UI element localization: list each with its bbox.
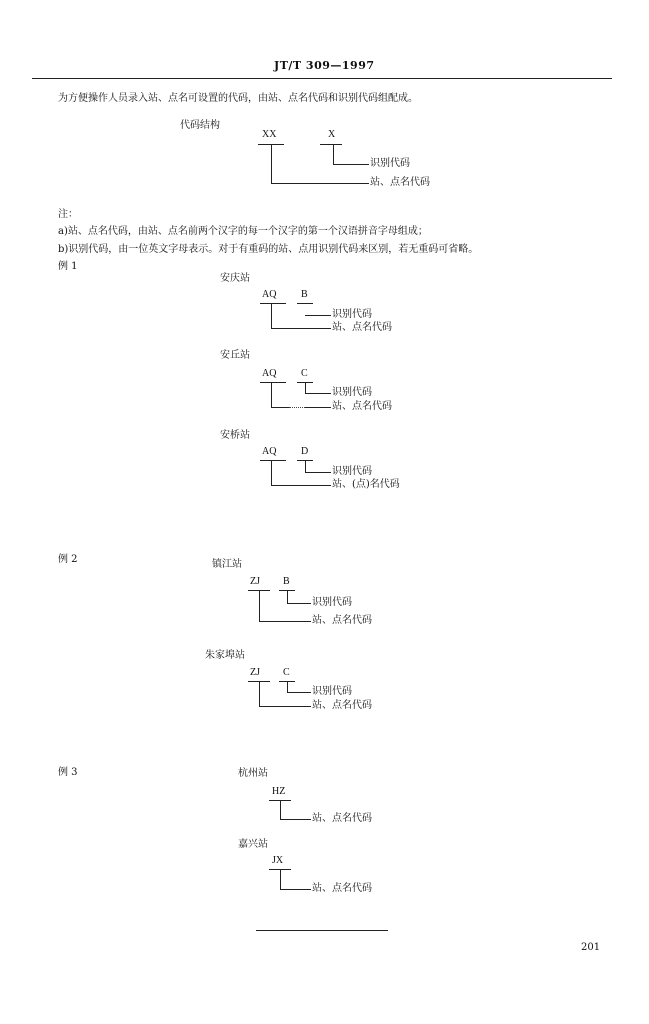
- example-1-code-3: AQ: [262, 446, 277, 457]
- example-2-id-2: C: [283, 667, 290, 678]
- ex2-2-station-h: [259, 706, 311, 707]
- ex2-1-station-v: [259, 591, 260, 621]
- example-3-label-station-2: 站、点名代码: [312, 883, 372, 894]
- structure-connector-id: [333, 145, 334, 164]
- structure-label-station: 站、点名代码: [370, 177, 430, 188]
- example-1-id-3: D: [301, 446, 309, 457]
- example-2-station-2: 朱家埠站: [205, 650, 245, 661]
- ex1-3-id-v: [305, 461, 306, 472]
- ex2-1-id-v: [287, 591, 288, 603]
- example-1-label: 例 1: [58, 261, 78, 272]
- ex1-2-station-h2: [305, 407, 331, 408]
- ex3-2-station-h: [280, 889, 311, 890]
- example-2-code-2: ZJ: [250, 667, 260, 678]
- example-1-id-2: C: [301, 368, 308, 379]
- example-1-id-1: B: [301, 289, 308, 300]
- structure-underline-sub: [320, 144, 342, 145]
- example-2-label-station-2: 站、点名代码: [312, 700, 372, 711]
- example-1-label-station-3: 站、(点)名代码: [332, 479, 400, 490]
- example-3-label-station-1: 站、点名代码: [312, 813, 372, 824]
- example-1-station-1: 安庆站: [220, 273, 250, 284]
- note-a: a)站、点名代码，由站、点名前两个汉字的每一个汉字的第一个汉语拼音字母组成；: [58, 226, 428, 237]
- example-2-id-1: B: [283, 576, 290, 587]
- example-1-label-station-2: 站、点名代码: [332, 401, 392, 412]
- ex2-2-id-v: [287, 682, 288, 692]
- ex1-2-underline-code: [260, 382, 286, 383]
- header-rule: [32, 78, 612, 79]
- ex1-2-id-h: [305, 393, 331, 394]
- ex2-2-station-v: [259, 682, 260, 706]
- page-number: 201: [581, 942, 601, 953]
- ex1-1-underline-id: [297, 303, 313, 304]
- example-3-label: 例 3: [58, 767, 78, 778]
- ex1-3-station-h: [271, 485, 331, 486]
- ex1-1-underline-code: [260, 303, 286, 304]
- structure-connector-station: [271, 145, 272, 183]
- example-1-station-2: 安丘站: [220, 350, 250, 361]
- example-2-label: 例 2: [58, 554, 78, 565]
- ex1-2-id-v: [305, 383, 306, 393]
- example-2-label-id-2: 识别代码: [312, 686, 352, 697]
- example-3-station-2: 嘉兴站: [238, 839, 268, 850]
- example-2-code-1: ZJ: [250, 576, 260, 587]
- ex3-1-station-h: [280, 819, 311, 820]
- structure-label-id: 识别代码: [370, 158, 410, 169]
- structure-connector-id-h: [333, 164, 369, 165]
- example-3-code-2: JX: [272, 855, 284, 866]
- example-1-code-2: AQ: [262, 368, 277, 379]
- example-1-label-station-1: 站、点名代码: [332, 322, 392, 333]
- example-3-code-1: HZ: [272, 786, 286, 797]
- end-rule: [256, 930, 388, 931]
- ex1-1-id-h: [305, 315, 331, 316]
- ex1-2-station-dotted: [289, 407, 305, 408]
- ex1-1-station-v: [271, 304, 272, 328]
- structure-code-main: XX: [262, 129, 277, 140]
- intro-paragraph: 为方便操作人员录入站、点名可设置的代码，由站、点名代码和识别代码组配成。: [58, 93, 418, 104]
- ex1-3-underline-code: [260, 460, 286, 461]
- example-1-station-3: 安桥站: [220, 430, 250, 441]
- standard-header: JT/T 309—1997: [274, 59, 375, 72]
- example-2-label-id-1: 识别代码: [312, 597, 352, 608]
- ex1-2-station-v: [271, 383, 272, 407]
- ex1-1-station-h: [271, 328, 331, 329]
- example-1-code-1: AQ: [262, 289, 277, 300]
- ex1-3-station-v: [271, 461, 272, 485]
- ex2-2-id-h: [287, 692, 311, 693]
- structure-code-sub: X: [328, 129, 336, 140]
- example-2-station-1: 镇江站: [212, 559, 242, 570]
- example-1-label-id-3: 识别代码: [332, 466, 372, 477]
- note-b: b)识别代码，由一位英文字母表示。对于有重码的站、点用识别代码来区别，若无重码可省略。: [58, 244, 479, 255]
- example-1-label-id-1: 识别代码: [332, 309, 372, 320]
- example-1-label-id-2: 识别代码: [332, 387, 372, 398]
- ex3-2-station-v: [280, 870, 281, 889]
- ex2-1-id-h: [287, 603, 311, 604]
- example-2-label-station-1: 站、点名代码: [312, 615, 372, 626]
- notes-title: 注：: [58, 209, 78, 220]
- ex1-2-station-h: [271, 407, 289, 408]
- structure-caption: 代码结构: [180, 120, 220, 131]
- structure-connector-station-h: [271, 183, 369, 184]
- example-3-station-1: 杭州站: [238, 768, 268, 779]
- ex3-1-station-v: [280, 801, 281, 819]
- ex1-3-id-h: [305, 472, 331, 473]
- ex2-1-station-h: [259, 621, 311, 622]
